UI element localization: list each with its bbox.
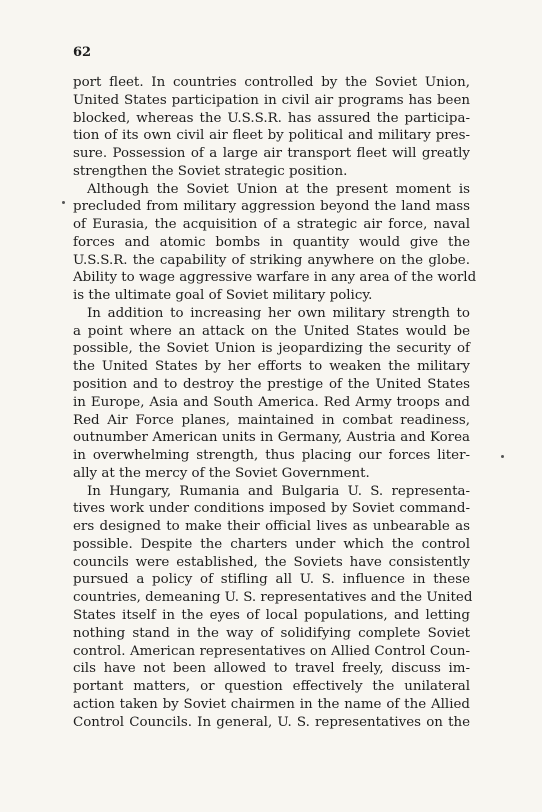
text-line: a point where an attack on the United States would be: [73, 323, 470, 339]
text-line: pursued a policy of stifling all U. S. influence in these: [73, 572, 470, 588]
text-line: Ability to wage aggressive warfare in any area of the world: [73, 270, 477, 286]
text-line: States itself in the eyes of local populations, and letting: [73, 607, 470, 623]
text-line: tion of its own civil air fleet by political and military pres-: [73, 128, 470, 144]
text-line: In Hungary, Rumania and Bulgaria U. S. representa-: [87, 483, 470, 499]
text-line: Red Air Force planes, maintained in combat readiness,: [73, 412, 470, 428]
text-line: port fleet. In countries controlled by the Soviet Union,: [73, 75, 470, 90]
text-line: In addition to increasing her own military strength to: [87, 305, 470, 321]
page-number: 62: [73, 45, 92, 60]
text-line: U.S.S.R. the capability of striking anywhere on the globe.: [73, 252, 470, 268]
text-line: is the ultimate goal of Soviet military policy.: [73, 288, 373, 304]
text-line: blocked, whereas the U.S.S.R. has assured the participa-: [73, 110, 470, 126]
text-line: control. American representatives on Allied Control Coun-: [73, 643, 470, 659]
text-line: portant matters, or question effectively the unilateral: [73, 679, 470, 695]
text-line: the United States by her efforts to weaken the military: [73, 359, 470, 375]
text-line: Control Councils. In general, U. S. representatives on the: [73, 714, 470, 730]
body-text: [73, 74, 477, 731]
text-line: tives work under conditions imposed by Soviet command-: [73, 501, 470, 517]
text-line: countries, demeaning U. S. representatives and the United: [73, 590, 473, 606]
text-line: Although the Soviet Union at the present moment is: [87, 181, 470, 197]
text-line: possible. Despite the charters under which the control: [73, 536, 470, 552]
text-line: strengthen the Soviet strategic position.: [73, 163, 348, 179]
text-line: sure. Possession of a large air transport fleet will greatly: [73, 146, 470, 162]
print-speck: [62, 201, 65, 204]
text-line: outnumber American units in Germany, Austria and Korea: [73, 430, 470, 446]
text-line: action taken by Soviet chairmen in the name of the Allied: [73, 696, 470, 712]
text-line: cils have not been allowed to travel freely, discuss im-: [73, 661, 470, 677]
text-line: in Europe, Asia and South America. Red Army troops and: [73, 394, 470, 410]
text-line: forces and atomic bombs in quantity would give the: [73, 234, 470, 250]
text-line: ally at the mercy of the Soviet Government.: [73, 465, 370, 481]
text-line: councils were established, the Soviets have consistently: [73, 554, 470, 570]
print-speck: [501, 455, 504, 458]
text-line: precluded from military aggression beyond the land mass: [73, 199, 470, 215]
text-line: position and to destroy the prestige of the United States: [73, 377, 470, 393]
text-line: nothing stand in the way of solidifying complete Soviet: [73, 625, 470, 641]
text-line: ers designed to make their official lives as unbearable as: [73, 519, 470, 535]
text-line: of Eurasia, the acquisition of a strategic air force, naval: [73, 217, 470, 233]
text-line: in overwhelming strength, thus placing our forces liter-: [73, 448, 470, 464]
text-line: United States participation in civil air programs has been: [73, 92, 470, 108]
text-line: possible, the Soviet Union is jeopardizing the security of: [73, 341, 470, 357]
